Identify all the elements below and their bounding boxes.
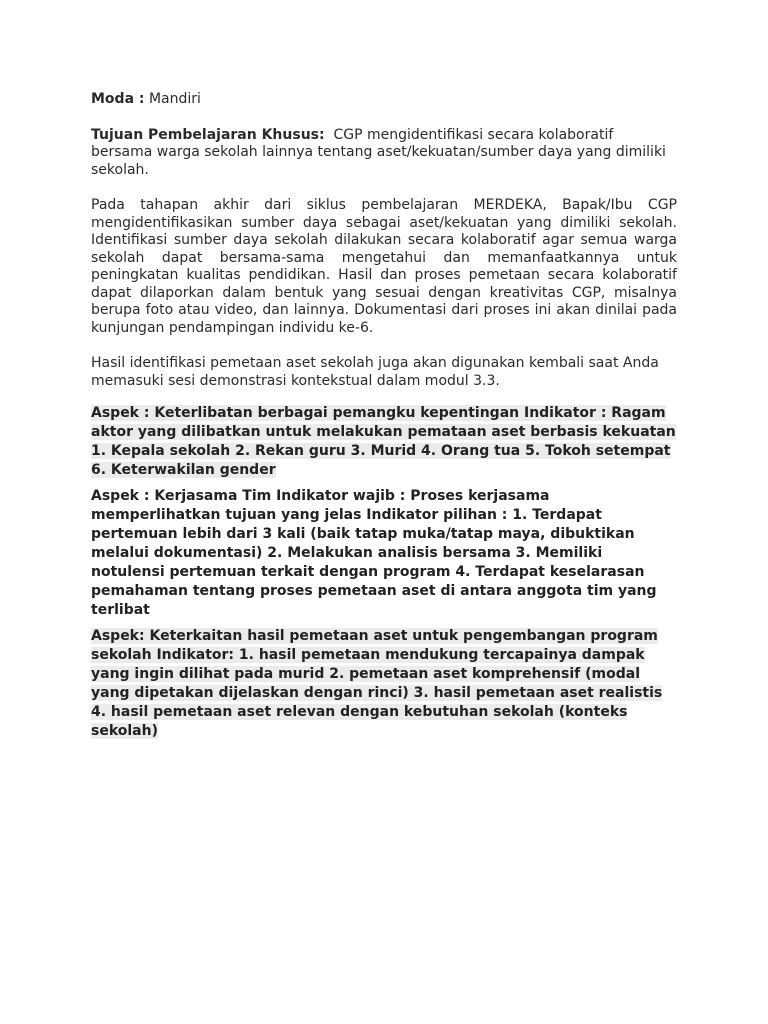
tujuan-text: CGP mengidentifikasi secara kolaboratif bersama warga sekolah lainnya tentang aset/kekuatan/sumber daya yang dimiliki sekolah. — [91, 126, 671, 178]
tujuan-paragraph — [91, 127, 677, 180]
document-page — [91, 91, 677, 741]
tujuan-label: Tujuan Pembelajaran Khusus: — [91, 126, 325, 143]
aspek-keterkaitan — [91, 627, 677, 741]
moda-value: Mandiri — [144, 91, 201, 107]
aspek-kerjasama — [91, 487, 677, 620]
aspek-keterkaitan-text: Aspek: Keterkaitan hasil pemetaan aset untuk pengembangan program sekolah Indikator: 1. hasil pemetaan mendukung tercapainya dampak yang ingin dilihat pada murid 2. pemetaan aset komprehensif (modal yang dipetakan dijelaskan dengan rinci) 3. hasil pemetaan aset realistis 4. hasil pemetaan aset relevan dengan kebutuhan sekolah (konteks sekolah) — [91, 628, 663, 739]
aspek-keterlibatan — [91, 404, 677, 480]
moda-line — [91, 91, 677, 109]
aspek-kerjasama-text: Aspek : Kerjasama Tim Indikator wajib : Proses kerjasama memperlihatkan tujuan yang jelas Indikator pilihan : 1. Terdapat pertemuan lebih dari 3 kali (baik tatap muka/tatap maya, dibuktikan melalui dokumentasi) 2. Melakukan analisis bersama 3. Memiliki notulensi pertemuan terkait dengan program 4. Terdapat keselarasan pemahaman tentang proses pemetaan aset di antara anggota tim yang terlibat — [91, 488, 657, 618]
moda-label: Moda : — [91, 91, 145, 107]
body-paragraph-tahapan: Pada tahapan akhir dari siklus pembelajaran MERDEKA, Bapak/Ibu CGP mengidentifikasikan sumber daya sebagai aset/kekuatan yang dimiliki sekolah. Identifikasi sumber daya sekolah dilakukan secara kolaboratif agar semua warga sekolah dapat bersama-sama mengetahui dan memanfaatkannya untuk peningkatan kualitas pendidikan. Hasil dan proses pemetaan secara kolaboratif dapat dilaporkan dalam bentuk yang sesuai dengan kreativitas CGP, misalnya berupa foto atau video, dan lainnya. Dokumentasi dari proses ini akan dinilai pada kunjungan pendampingan individu ke-6. — [91, 197, 677, 336]
aspek-keterlibatan-text: Aspek : Keterlibatan berbagai pemangku kepentingan Indikator : Ragam aktor yang dilibatkan untuk melakukan pemataan aset berbasis kekuatan 1. Kepala sekolah 2. Rekan guru 3. Murid 4. Orang tua 5. Tokoh setempat 6. Keterwakilan gender — [91, 405, 676, 478]
body-paragraph-hasil: Hasil identifikasi pemetaan aset sekolah juga akan digunakan kembali saat Anda memasuki sesi demonstrasi kontekstual dalam modul 3.3. — [91, 355, 659, 389]
